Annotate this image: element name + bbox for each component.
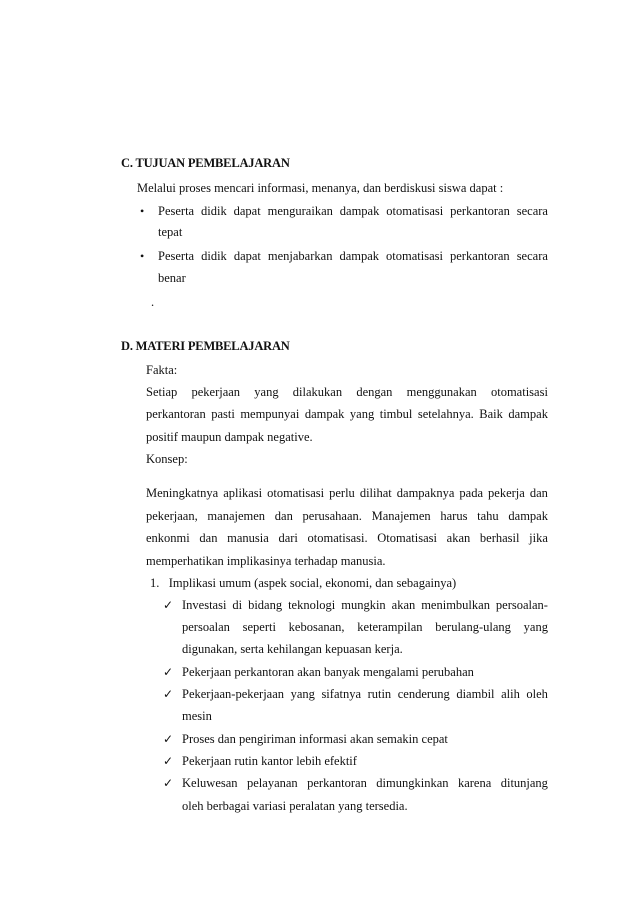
check-1-line-2 [182,619,548,635]
fakta-line-3: positif maupun dampak negative. [146,430,313,444]
word: dapat [233,249,261,263]
check-6-line-1 [182,775,548,791]
word: pada [459,486,484,500]
trailing-period: . [151,295,155,309]
word: dan [199,531,218,545]
word: Pekerjaan-pekerjaan [182,687,285,701]
word: berulang-ulang [435,620,511,634]
konsep-line-4: memperhatikan implikasinya terhadap manusia. [146,554,386,568]
word: Peserta [158,249,195,263]
word: dan [274,509,293,523]
word: pekerja [488,486,525,500]
word: yang [523,620,548,634]
word: pasti [211,407,235,421]
word: dan [529,486,548,500]
word: dampaknya [396,486,455,500]
word: jika [529,531,548,545]
fakta-label: Fakta: [146,363,178,377]
checkmark-icon: ✓ [163,687,174,701]
word: mempunyai [240,407,300,421]
word: cenderung [397,687,450,701]
word: Meningkatnya [146,486,219,500]
word: alih [501,687,520,701]
check-6-line-2: oleh berbagai variasi peralatan yang tersedia. [182,799,408,813]
word: persoalan [182,620,230,634]
word: bidang [248,598,283,612]
bullet-2-line-2: benar [158,271,186,285]
word: dilakukan [292,385,343,399]
word: menguraikan [267,204,333,218]
check-1-line-3: digunakan, serta kehilangan kepuasan kerja. [182,642,403,656]
word: rutin [367,687,392,701]
word: enkonmi [146,531,190,545]
konsep-label: Konsep: [146,452,188,466]
check-2: Pekerjaan perkantoran akan banyak mengalami perubahan [182,665,474,679]
word: Keluwesan [182,776,238,790]
word: tahu [477,509,499,523]
word: menjabarkan [267,249,333,263]
check-4: Proses dan pengiriman informasi akan semakin cepat [182,732,448,746]
word: dampak [339,204,380,218]
word: Baik [479,407,503,421]
bullet-2-line-1 [158,248,548,264]
word: dilihat [359,486,392,500]
word: otomatisasi. [307,531,368,545]
word: berhasil [479,531,520,545]
word: dimungkinkan [376,776,449,790]
word: dapat [233,204,261,218]
word: kebosanan, [288,620,345,634]
word: seperti [242,620,276,634]
bullet-dot-icon: • [140,204,145,218]
word: menimbulkan [421,598,490,612]
word: akan [446,531,471,545]
word: secara [516,204,548,218]
word: aplikasi [223,486,263,500]
word: di [232,598,243,612]
word: persoalan- [495,598,548,612]
section-d-heading: D. MATERI PEMBELAJARAN [121,339,290,353]
word: Otomatisasi [377,531,437,545]
word: dampak [508,509,548,523]
word: manusia [227,531,269,545]
word: Setiap [146,385,178,399]
word: yang [349,407,375,421]
word: akan [391,598,416,612]
word: oleh [526,687,548,701]
word: perkantoran [307,776,367,790]
checkmark-icon: ✓ [163,665,174,679]
word: setelahnya. [417,407,474,421]
word: Peserta [158,204,195,218]
word: didik [201,204,227,218]
list-item-1: 1. Implikasi umum (aspek social, ekonomi, dan sebagainya) [150,576,457,590]
word: perusahaan. [302,509,362,523]
konsep-line-2 [146,508,548,524]
word: dengan [356,385,393,399]
word: Investasi [182,598,227,612]
word: pelayanan [247,776,298,790]
word: dari [278,531,298,545]
word: ditunjang [500,776,548,790]
word: timbul [379,407,413,421]
check-3-line-1 [182,686,548,702]
word: menggunakan [406,385,477,399]
check-5: Pekerjaan rutin kantor lebih efektif [182,754,357,768]
check-3-line-2: mesin [182,709,212,723]
word: teknologi [288,598,336,612]
word: dampak [339,249,380,263]
word: perkantoran [450,204,510,218]
word: dampak [508,407,548,421]
word: manajemen [207,509,266,523]
checkmark-icon: ✓ [163,598,174,612]
section-c-intro: Melalui proses mencari informasi, menanya, dan berdiskusi siswa dapat : [137,181,504,195]
fakta-line-1 [146,384,548,400]
word: perkantoran [146,407,206,421]
word: karena [457,776,492,790]
checkmark-icon: ✓ [163,776,174,790]
word: perlu [329,486,355,500]
word: otomatisasi [386,249,443,263]
konsep-line-3 [146,530,548,546]
word: perkantoran [449,249,510,263]
word: pekerjaan [191,385,241,399]
word: otomatisasi [490,385,548,399]
word: secara [516,249,548,263]
word: didik [201,249,227,263]
bullet-dot-icon: • [140,249,145,263]
word: otomatisasi [386,204,444,218]
word: pekerjaan, [146,509,198,523]
bullet-1-line-1 [158,203,548,219]
word: dampak [304,407,345,421]
word: yang [290,687,315,701]
word: Manajemen [371,509,431,523]
word: keterampilan [357,620,423,634]
word: mungkin [341,598,386,612]
checkmark-icon: ✓ [163,754,174,768]
konsep-line-1 [146,485,548,501]
word: yang [254,385,279,399]
section-c-heading: C. TUJUAN PEMBELAJARAN [121,156,290,170]
word: otomatisasi [267,486,325,500]
word: diambil [456,687,495,701]
word: sifatnya [321,687,362,701]
word: harus [440,509,468,523]
check-1-line-1 [182,597,548,613]
bullet-1-line-2: tepat [158,225,183,239]
fakta-line-2 [146,406,548,422]
checkmark-icon: ✓ [163,732,174,746]
